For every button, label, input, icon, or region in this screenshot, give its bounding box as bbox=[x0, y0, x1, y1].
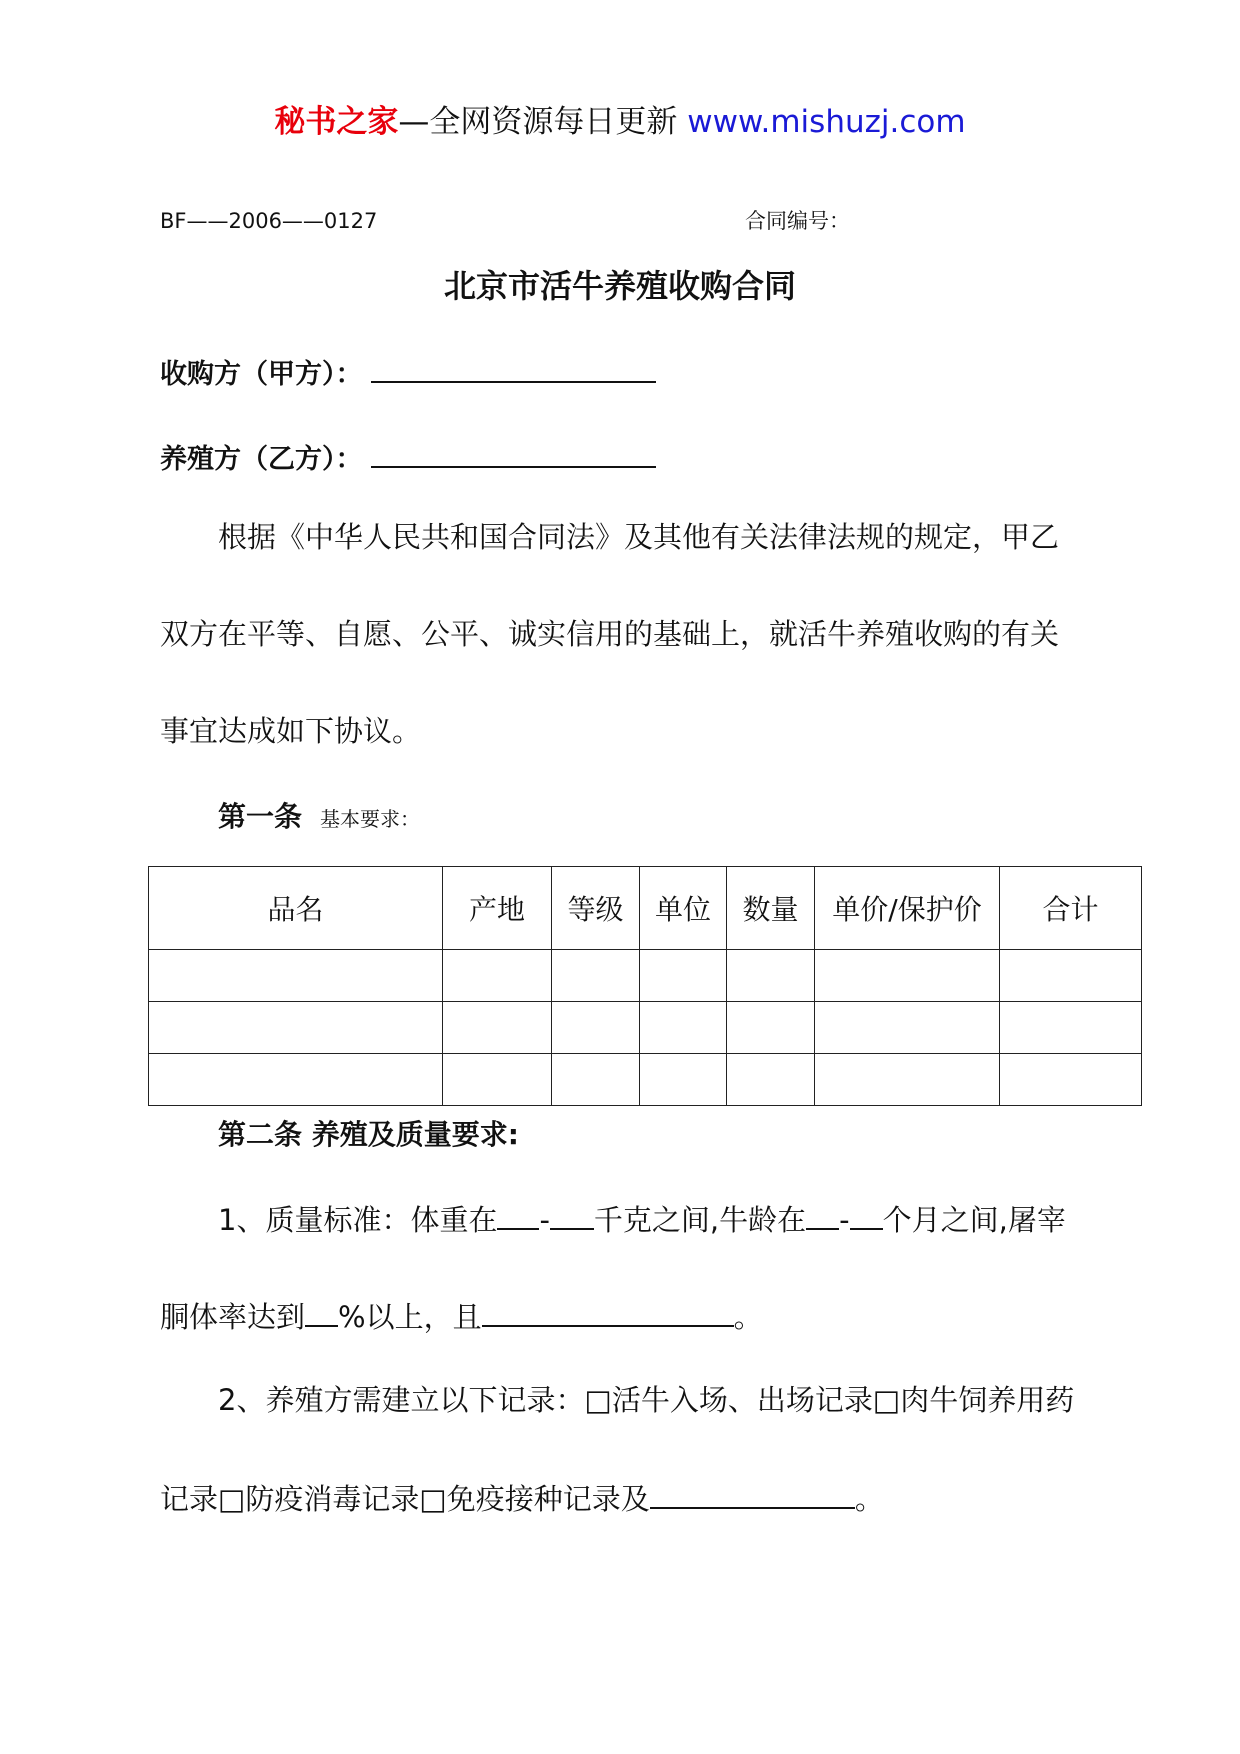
banner-brand: 秘书之家 bbox=[274, 104, 399, 140]
site-banner bbox=[0, 100, 1240, 144]
weight-max-blank[interactable] bbox=[550, 1196, 594, 1230]
table-header-row bbox=[149, 867, 1142, 950]
table-cell[interactable] bbox=[640, 1002, 727, 1054]
contract-number-label: 合同编号： bbox=[745, 209, 850, 233]
table-cell[interactable] bbox=[727, 950, 815, 1002]
preamble-line-3: 事宜达成如下协议。 bbox=[160, 714, 422, 748]
table-cell[interactable] bbox=[1000, 1002, 1142, 1054]
document-code: BF——2006——0127 bbox=[160, 209, 378, 233]
col-header-grade: 等级 bbox=[552, 867, 640, 950]
table-cell[interactable] bbox=[552, 1054, 640, 1106]
col-header-origin: 产地 bbox=[443, 867, 552, 950]
quality-text-slaughter: 个月之间,屠宰 bbox=[882, 1203, 1066, 1237]
weight-dash: - bbox=[539, 1203, 550, 1237]
quality-text-carcass: 胴体率达到 bbox=[160, 1300, 306, 1334]
quality-text-age: 千克之间,牛龄在 bbox=[593, 1203, 807, 1237]
quality-standard-line-1 bbox=[218, 1196, 1066, 1242]
quality-text-and: %以上，且 bbox=[338, 1300, 482, 1334]
breeder-party-label: 养殖方（乙方）： bbox=[160, 444, 363, 475]
table-cell[interactable] bbox=[149, 950, 443, 1002]
col-header-total: 合计 bbox=[1000, 867, 1142, 950]
article-1-number: 第一条 bbox=[218, 800, 303, 833]
col-header-quantity: 数量 bbox=[727, 867, 815, 950]
quality-standard-line-2 bbox=[160, 1293, 763, 1339]
table-cell[interactable] bbox=[552, 950, 640, 1002]
buyer-party-blank[interactable] bbox=[371, 351, 656, 383]
quality-text-weight: 1、质量标准：体重在 bbox=[218, 1203, 498, 1237]
table-cell[interactable] bbox=[727, 1002, 815, 1054]
article-2-heading: 第二条 养殖及质量要求: bbox=[218, 1118, 519, 1151]
table-cell[interactable] bbox=[727, 1054, 815, 1106]
table-row bbox=[149, 1002, 1142, 1054]
buyer-party-line bbox=[160, 351, 656, 395]
basic-requirements-table bbox=[148, 866, 1142, 1106]
col-header-product-name: 品名 bbox=[149, 867, 443, 950]
table-row bbox=[149, 1054, 1142, 1106]
table-cell[interactable] bbox=[149, 1054, 443, 1106]
age-dash: - bbox=[839, 1203, 850, 1237]
records-line-2 bbox=[160, 1475, 884, 1521]
banner-site-link[interactable]: www.mishuzj.com bbox=[687, 104, 966, 140]
table-cell[interactable] bbox=[149, 1002, 443, 1054]
breeder-party-line bbox=[160, 436, 656, 480]
col-header-unit: 单位 bbox=[640, 867, 727, 950]
table-cell[interactable] bbox=[815, 950, 1000, 1002]
banner-slogan: —全网资源每日更新 bbox=[398, 104, 688, 140]
table-cell[interactable] bbox=[1000, 1054, 1142, 1106]
col-header-price: 单价/保护价 bbox=[815, 867, 1000, 950]
age-max-blank[interactable] bbox=[850, 1196, 883, 1230]
carcass-rate-blank[interactable] bbox=[305, 1293, 338, 1327]
preamble-line-2: 双方在平等、自愿、公平、诚实信用的基础上，就活牛养殖收购的有关 bbox=[160, 617, 1060, 651]
table-cell[interactable] bbox=[815, 1054, 1000, 1106]
table-cell[interactable] bbox=[640, 950, 727, 1002]
buyer-party-label: 收购方（甲方）： bbox=[160, 359, 363, 390]
other-records-blank[interactable] bbox=[650, 1475, 855, 1509]
article-1-subheading: 基本要求： bbox=[320, 807, 421, 831]
table-cell[interactable] bbox=[640, 1054, 727, 1106]
table-cell[interactable] bbox=[443, 1054, 552, 1106]
table-cell[interactable] bbox=[815, 1002, 1000, 1054]
preamble-line-1: 根据《中华人民共和国合同法》及其他有关法律法规的规定，甲乙 bbox=[218, 520, 1060, 554]
breeder-party-blank[interactable] bbox=[371, 436, 656, 468]
quality-text-end: 。 bbox=[733, 1300, 763, 1334]
document-title: 北京市活牛养殖收购合同 bbox=[443, 267, 796, 305]
records-text: 记录□防疫消毒记录□免疫接种记录及 bbox=[160, 1482, 650, 1516]
records-line-1: 2、养殖方需建立以下记录：□活牛入场、出场记录□肉牛饲养用药 bbox=[218, 1383, 1075, 1417]
table-cell[interactable] bbox=[443, 1002, 552, 1054]
table-row bbox=[149, 950, 1142, 1002]
table-cell[interactable] bbox=[443, 950, 552, 1002]
extra-requirement-blank[interactable] bbox=[482, 1293, 734, 1327]
table-cell[interactable] bbox=[1000, 950, 1142, 1002]
table-cell[interactable] bbox=[552, 1002, 640, 1054]
records-text-end: 。 bbox=[854, 1482, 884, 1516]
weight-min-blank[interactable] bbox=[497, 1196, 539, 1230]
article-1-heading bbox=[218, 795, 420, 841]
age-min-blank[interactable] bbox=[806, 1196, 839, 1230]
